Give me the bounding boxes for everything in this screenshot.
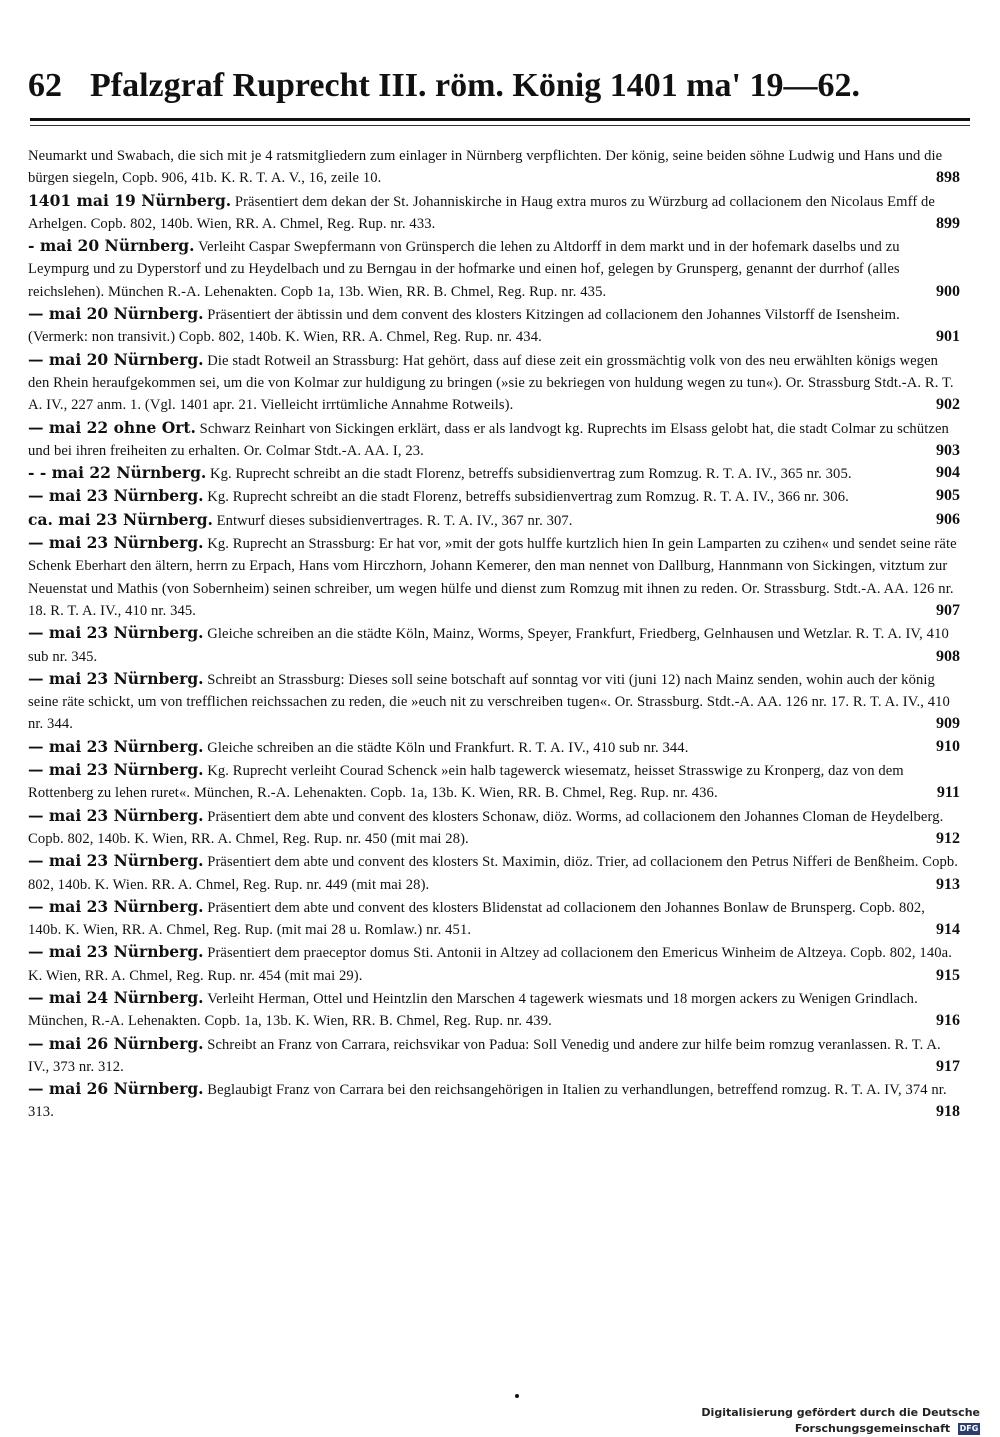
entry-date-place: ca. mai 23 Nürnberg. <box>28 509 213 529</box>
entry-number: 906 <box>936 510 960 528</box>
entry-text: Gleiche schreiben an die städte Köln, Mainz, Worms, Speyer, Frankfurt, Friedberg, Gelnhausen und Wetzlar. R. T. A. IV, 410 sub nr. 345. <box>28 626 949 665</box>
regest-entry <box>28 303 960 349</box>
regest-entry <box>28 532 960 622</box>
entry-text: Verleiht Herman, Ottel und Heintzlin den Marschen 4 tagewerk wiesmats und 18 morgen ackers zu Wenigen Grindlach. München, R.-A. Lehenakten. Copb. 1a, 13b. K. Wien, RR. B. Chmel, Reg. Rup. nr. 439. <box>28 990 918 1030</box>
entry-date-place: — mai 23 Nürnberg. <box>28 760 204 780</box>
header-rule-thin <box>30 125 970 126</box>
regest-entry <box>28 759 960 805</box>
entry-text: Neumarkt und Swabach, die sich mit je 4 ratsmitgliedern zum einlager in Nürnberg verpflichten. Der könig, seine beiden söhne Ludwig und Hans und die bürgen siegeln, Copb. 906, 41b. K. R. T. A. V., 16, zeile 10. <box>28 148 943 187</box>
regest-entry <box>28 145 960 190</box>
entry-number: 915 <box>936 966 960 984</box>
regest-entry <box>28 349 960 417</box>
entry-date-place: 1401 mai 19 Nürnberg. <box>28 190 232 210</box>
regest-entry <box>28 509 960 532</box>
regest-entry <box>28 736 960 759</box>
entry-date-place: — mai 23 Nürnberg. <box>28 486 204 506</box>
digitization-credit <box>620 1405 980 1435</box>
footer-mark <box>515 1394 519 1398</box>
entry-text: Kg. Ruprecht schreibt an die stadt Florenz, betreffs subsidienvertrag zum Romzug. R. T. A. IV., 365 nr. 305. <box>209 466 852 483</box>
regest-entry <box>28 485 960 508</box>
regest-entry <box>28 462 960 485</box>
entry-number: 902 <box>936 396 960 414</box>
entry-number: 903 <box>936 441 960 459</box>
entry-date-place: — mai 23 Nürnberg. <box>28 668 204 688</box>
entry-number: 909 <box>936 715 960 733</box>
entry-text: Präsentiert dem praeceptor domus Sti. Antonii in Altzey ad collacionem den Emericus Winheim de Altzeya. Copb. 802, 140a. K. Wien, RR. A. Chmel, Reg. Rup. nr. 454 (mit mai 29). <box>28 945 952 984</box>
entry-number: 918 <box>936 1103 960 1121</box>
entry-date-place: — mai 26 Nürnberg. <box>28 1033 204 1053</box>
entry-number: 899 <box>936 214 960 232</box>
entry-text: Kg. Ruprecht verleiht Courad Schenck »ein halb tagewerck wiesematz, heisset Strasswige zu Kronperg, daz von dem Rottenberg zu lehen ruret«. München, R.-A. Lehenakten. Copb. 1a, 13b. K. Wien, RR. B. Chmel, Reg. Rup. nr. 436. <box>28 763 904 802</box>
entry-text: Schreibt an Franz von Carrara, reichsvikar von Padua: Soll Venedig und andere zur hilfe beim romzug veranlassen. R. T. A. IV., 373 nr. 312. <box>28 1036 941 1075</box>
entry-date-place: — mai 20 Nürnberg. <box>28 304 204 324</box>
entry-number: 907 <box>936 601 960 619</box>
regest-entry <box>28 190 960 236</box>
regest-entry <box>28 668 960 736</box>
entry-number: 900 <box>936 282 960 300</box>
regest-entry <box>28 850 960 896</box>
regest-entry <box>28 417 960 463</box>
header-rule-thick <box>30 118 970 121</box>
entry-number: 913 <box>936 875 960 893</box>
page-number: 62 <box>28 67 62 104</box>
entry-date-place: — mai 23 Nürnberg. <box>28 896 204 916</box>
entry-number: 916 <box>936 1012 960 1030</box>
entry-number: 912 <box>936 829 960 847</box>
entry-text: Kg. Ruprecht an Strassburg: Er hat vor, »mit der gots hulffe kurtzlich hien In gein Lamparten zu czihen« und sendet seine räte Schenk Eberhart den ältern, herrn zu Erpach, Hans vom Hirczhorn, Johann Kemerer, den man nennet von Dallburg, Hannmann von Sickingen, vitztum zur Neuenstat und Mathis (von Sobernheim) seinen schreiber, um wegen hülfe und dienst zum Romzug mit ihnen zu reden. Or. Strassburg. Stdt.-A. AA. 126 nr. 18. R. T. A. IV., 410 nr. 345. <box>28 536 957 619</box>
entry-number: 917 <box>936 1057 960 1075</box>
regest-entry <box>28 1033 960 1079</box>
entry-date-place: — mai 23 Nürnberg. <box>28 942 204 962</box>
regest-entry <box>28 622 960 668</box>
regest-entry <box>28 1078 960 1124</box>
entry-text: Schreibt an Strassburg: Dieses soll seine botschaft auf sonntag vor viti (juni 12) nach Mainz senden, wohin auch der könig seine räte schickt, um von trefflichen reichssachen zu reden, die »euch nit zu verschreiben tugen«. Or. Strassburg. Stdt.-A. AA. 126 nr. 17. R. T. A. IV., 410 nr. 344. <box>28 671 950 733</box>
entry-date-place: — mai 23 Nürnberg. <box>28 851 204 871</box>
entry-number: 905 <box>936 487 960 505</box>
regest-entry <box>28 805 960 851</box>
entry-date-place: - mai 20 Nürnberg. <box>28 236 195 256</box>
page-title: Pfalzgraf Ruprecht III. röm. König 1401 ma' 19—62. <box>90 67 860 104</box>
entry-date-place: — mai 20 Nürnberg. <box>28 349 204 369</box>
regest-entry <box>28 987 960 1033</box>
entry-text: Präsentiert der äbtissin und dem convent des klosters Kitzingen ad collacionem den Johannes Vilstorff de Isensheim. (Vermerk: non transivit.) Copb. 802, 140b. K. Wien, RR. A. Chmel, Reg. Rup. nr. 434. <box>28 307 900 346</box>
regesta-list <box>28 145 960 1124</box>
entry-text: Präsentiert dem abte und convent des klosters Schonaw, diöz. Worms, ad collacionem den Johannes Cloman de Heydelberg. Copb. 802, 140b. K. Wien, RR. A. Chmel, Reg. Rup. nr. 450 (mit mai 28). <box>28 808 944 847</box>
entry-text: Verleiht Caspar Swepfermann von Grünsperch die lehen zu Altdorff in dem markt und in der hofemark daselbs und zu Leympurg und zu Dyperstorf und zu Heydelbach und zu Berngau in der hofmarke und einen hof, gelegen by Grunsperg, genannt der durrhof (alles reichslehen). München R.-A. Lehenakten. Copb 1a, 13b. Wien, RR. B. Chmel, Reg. Rup. nr. 435. <box>28 239 900 300</box>
entry-number: 911 <box>936 784 960 802</box>
entry-number: 904 <box>936 464 960 482</box>
entry-text: Präsentiert dem abte und convent des klosters Blidenstat ad collacionem den Johannes Bonlaw de Brunsperg. Copb. 802, 140b. K. Wien, RR. A. Chmel, Reg. Rup. (mit mai 28 u. Romlaw.) nr. 451. <box>28 899 925 939</box>
regest-entry <box>28 235 960 303</box>
entry-number: 898 <box>936 169 960 187</box>
entry-date-place: — mai 23 Nürnberg. <box>28 805 204 825</box>
entry-number: 910 <box>936 737 960 755</box>
entry-number: 908 <box>936 647 960 665</box>
entry-text: Beglaubigt Franz von Carrara bei den reichsangehörigen in Italien zu verhandlungen, betreffend romzug. R. T. A. IV, 374 nr. 313. <box>28 1082 947 1121</box>
entry-date-place: - - mai 22 Nürnberg. <box>28 463 207 483</box>
entry-text: Die stadt Rotweil an Strassburg: Hat gehört, dass auf diese zeit ein grossmächtig volk von des neu erwählten königs wegen den Rhein heraufgekommen sei, um die von Kolmar zur huldigung zu bringen (»sie zu bekriegen von huldung wegen zu tun«). Or. Strassburg Stdt.-A. R. T. A. IV., 227 anm. 1. (Vgl. 1401 apr. 21. Vielleicht irrtümliche Annahme Rotweils). <box>28 352 954 414</box>
regest-entry <box>28 896 960 942</box>
credit-text: Digitalisierung gefördert durch die Deutsche Forschungsgemeinschaft <box>701 1406 980 1435</box>
entry-text: Entwurf dieses subsidienvertrages. R. T. A. IV., 367 nr. 307. <box>216 512 573 529</box>
entry-text: Schwarz Reinhart von Sickingen erklärt, dass er als landvogt kg. Ruprechts im Elsass gelobt hat, die stadt Colmar zu schützen und bei ihren freiheiten zu erhalten. Or. Colmar Stdt.-A. AA. I, 23. <box>28 420 949 459</box>
entry-number: 914 <box>936 921 960 939</box>
entry-date-place: — mai 23 Nürnberg. <box>28 623 204 643</box>
entry-date-place: — mai 24 Nürnberg. <box>28 987 204 1007</box>
entry-date-place: — mai 23 Nürnberg. <box>28 736 204 756</box>
entry-text: Gleiche schreiben an die städte Köln und Frankfurt. R. T. A. IV., 410 sub nr. 344. <box>207 739 689 756</box>
entry-text: Präsentiert dem abte und convent des klosters St. Maximin, diöz. Trier, ad collacionem den Petrus Nifferi de Benßheim. Copb. 802, 140b. K. Wien. RR. A. Chmel, Reg. Rup. nr. 449 (mit mai 28). <box>28 854 959 893</box>
entry-text: Kg. Ruprecht schreibt an die stadt Florenz, betreffs subsidienvertrag zum Romzug. R. T. A. IV., 366 nr. 306. <box>207 489 849 506</box>
regest-entry <box>28 941 960 987</box>
entry-date-place: — mai 23 Nürnberg. <box>28 533 204 553</box>
entry-date-place: — mai 22 ohne Ort. <box>28 417 196 437</box>
entry-date-place: — mai 26 Nürnberg. <box>28 1079 204 1099</box>
dfg-logo: DFG <box>959 1424 979 1433</box>
entry-text: Präsentiert dem dekan der St. Johanniskirche in Haug extra muros zu Würzburg ad collacionem den Nicolaus Emff de Arhelgen. Copb. 802, 140b. Wien, RR. A. Chmel, Reg. Rup. nr. 433. <box>28 193 936 232</box>
page-header <box>28 66 968 106</box>
entry-number: 901 <box>936 328 960 346</box>
